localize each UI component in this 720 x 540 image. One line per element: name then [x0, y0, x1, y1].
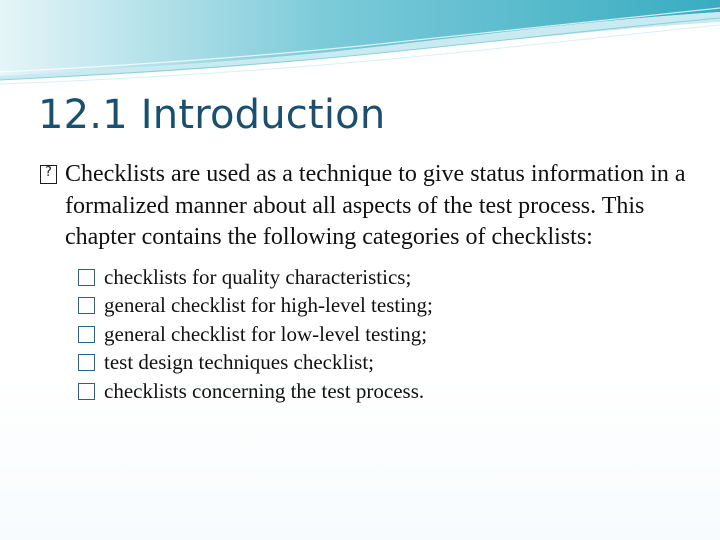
main-bullet-text: Checklists are used as a technique to give status information in a formalized manner about all aspects of the test process. This chapter contains the following categories of checklists:: [65, 161, 686, 250]
square-bullet-icon: [78, 269, 95, 286]
square-bullet-icon: [78, 326, 95, 343]
unrendered-glyph-icon: [40, 165, 57, 184]
sub-bullet-item: [78, 320, 700, 349]
sub-bullet-item: [78, 291, 700, 320]
main-bullet: [40, 159, 700, 254]
sub-bullet-text: checklists for quality characteristics;: [104, 264, 412, 289]
sub-bullet-text: checklists concerning the test process.: [104, 378, 425, 403]
slide-title: 12.1 Introduction: [38, 92, 386, 138]
sub-bullet-item: [78, 263, 700, 292]
sub-bullet-item: [78, 377, 700, 406]
sub-bullet-text: general checklist for low-level testing;: [104, 321, 428, 346]
header-wave-decoration: [0, 0, 720, 90]
sub-bullet-list: [40, 263, 700, 406]
sub-bullet-text: test design techniques checklist;: [104, 350, 375, 374]
sub-bullet-text: general checklist for high-level testing;: [104, 293, 433, 317]
wave-fill: [0, 0, 720, 76]
slide-body: [40, 159, 700, 405]
square-bullet-icon: [78, 383, 95, 400]
square-bullet-icon: [78, 354, 95, 371]
sub-bullet-item: [78, 348, 700, 377]
square-bullet-icon: [78, 297, 95, 314]
